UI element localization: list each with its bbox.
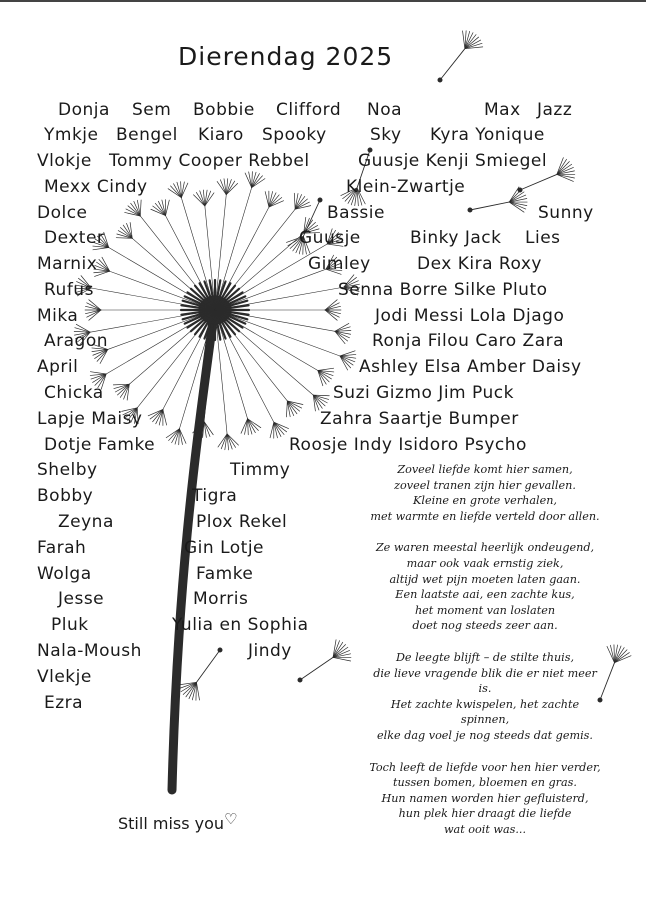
pet-name: Jazz bbox=[537, 100, 573, 120]
pet-name: Rufus bbox=[44, 280, 94, 300]
poem-line: die lieve vragende blik die er niet meer bbox=[373, 666, 597, 680]
poem-stanza bbox=[340, 540, 630, 634]
pet-name: Aragon bbox=[44, 331, 109, 351]
poem-line: Het zachte kwispelen, het zachte bbox=[390, 697, 580, 711]
pet-name: Dex Kira Roxy bbox=[417, 254, 542, 274]
dandelion-stroke bbox=[181, 183, 188, 198]
pet-name: Jesse bbox=[58, 589, 105, 609]
pet-name: Zahra Saartje Bumper bbox=[320, 409, 519, 429]
dandelion-stroke bbox=[132, 238, 215, 310]
pet-name: Dotje Famke bbox=[44, 435, 156, 455]
pet-name: Mexx Cindy bbox=[44, 177, 148, 197]
pet-name: Jindy bbox=[248, 641, 292, 661]
pet-name: Ashley Elsa Amber Daisy bbox=[359, 357, 582, 377]
poem-line: Zoveel liefde komt hier samen, bbox=[397, 463, 573, 476]
pet-name: Guusje bbox=[299, 228, 361, 248]
dandelion-stroke bbox=[215, 233, 304, 310]
pet-name: Mika bbox=[37, 306, 79, 326]
dandelion-stroke bbox=[241, 419, 248, 434]
dandelion-stroke bbox=[245, 173, 252, 188]
poem-line: hun plek hier draagt die liefde bbox=[398, 807, 572, 821]
poem-line: Hun namen worden hier gefluisterd, bbox=[381, 791, 589, 805]
dandelion-stroke bbox=[440, 49, 465, 80]
pet-name: Nala-Moush bbox=[37, 641, 142, 661]
pet-name: Senna Borre Silke Pluto bbox=[338, 280, 548, 300]
pet-name: April bbox=[37, 357, 79, 377]
dandelion-stroke bbox=[215, 207, 269, 310]
dandelion-stroke bbox=[181, 182, 184, 198]
dandelion-stroke bbox=[265, 192, 269, 208]
pet-name: Plox Rekel bbox=[196, 512, 288, 532]
pet-name: Donja bbox=[58, 100, 110, 120]
dandelion-seed bbox=[298, 678, 302, 682]
dandelion-stroke bbox=[166, 200, 170, 216]
pet-name: Sky bbox=[370, 125, 402, 145]
pet-name: Tommy Cooper Rebbel bbox=[109, 151, 310, 171]
poem-line: Een laatste aai, een zachte kus, bbox=[395, 588, 575, 602]
pet-name: Wolga bbox=[37, 564, 92, 584]
pet-name: Marnix bbox=[37, 254, 98, 274]
pet-name: Yulia en Sophia bbox=[172, 615, 309, 635]
poem-stanza bbox=[340, 650, 630, 744]
pet-name: Roosje Indy Isidoro Psycho bbox=[289, 435, 527, 455]
poem-line: het moment van loslaten bbox=[414, 603, 556, 617]
pet-name: Jodi Messi Lola Djago bbox=[375, 306, 565, 326]
dandelion-stroke bbox=[470, 202, 509, 210]
dandelion-stroke bbox=[557, 174, 574, 181]
dandelion-stroke bbox=[286, 401, 287, 417]
poem-line: wat ooit was... bbox=[443, 822, 527, 836]
poem-line: zoveel tranen zijn hier gevallen. bbox=[394, 478, 576, 492]
pet-name: Bobby bbox=[37, 486, 94, 506]
pet-name: Pluk bbox=[51, 615, 89, 635]
dandelion-stroke bbox=[318, 368, 334, 370]
dandelion-stroke bbox=[166, 216, 215, 310]
dandelion-stroke bbox=[163, 409, 167, 425]
pet-name: Lies bbox=[525, 228, 561, 248]
pet-name: Noa bbox=[367, 100, 403, 120]
dandelion-stroke bbox=[196, 682, 199, 700]
poem-line: doet nog steeds zeer aan. bbox=[412, 619, 558, 633]
memorial-poem bbox=[340, 462, 630, 853]
dandelion-stroke bbox=[196, 650, 220, 682]
pet-name: Farah bbox=[37, 538, 87, 558]
pet-name: Timmy bbox=[230, 460, 291, 480]
pet-name: Spooky bbox=[262, 125, 327, 145]
pet-name: Ronja Filou Caro Zara bbox=[372, 331, 565, 351]
pet-name: Klein-Zwartje bbox=[346, 177, 466, 197]
poem-line: Toch leeft de liefde voor hen hier verder, bbox=[369, 760, 601, 774]
pet-name: Sunny bbox=[538, 203, 594, 223]
pet-name: Vlokje bbox=[37, 151, 92, 171]
dandelion-stroke bbox=[90, 372, 106, 374]
pet-name: Max bbox=[484, 100, 521, 120]
poem-line: elke dag voel je nog steeds dat gemis. bbox=[377, 728, 593, 742]
pet-name: Famke bbox=[196, 564, 254, 584]
footer-message bbox=[118, 810, 238, 833]
dandelion-stroke bbox=[179, 429, 186, 444]
dandelion-stroke bbox=[294, 193, 295, 209]
pet-name: Shelby bbox=[37, 460, 98, 480]
pet-name: Ymkje bbox=[44, 125, 99, 145]
poem-line: met warmte en liefde verteld door allen. bbox=[370, 509, 600, 523]
dandelion-seed bbox=[318, 198, 322, 202]
pet-name: Chicka bbox=[44, 383, 104, 403]
poem-line: is. bbox=[478, 682, 492, 696]
poem-line: Ze waren meestal heerlijk ondeugend, bbox=[375, 541, 595, 555]
dandelion-stroke bbox=[215, 310, 274, 422]
pet-name: Dexter bbox=[44, 228, 105, 248]
pet-name: Ezra bbox=[44, 693, 84, 713]
dandelion-stroke bbox=[557, 174, 575, 178]
pet-name: Kyra Yonique bbox=[430, 125, 545, 145]
footer-text: Still miss you bbox=[118, 814, 225, 833]
dandelion-seed bbox=[468, 208, 472, 212]
dandelion-stroke bbox=[140, 200, 141, 216]
pet-name: Binky Jack bbox=[410, 228, 502, 248]
pet-name: Gin Lotje bbox=[184, 538, 264, 558]
pet-name: Gimley bbox=[308, 254, 371, 274]
dandelion-stroke bbox=[245, 419, 248, 435]
page-title: Dierendag 2025 bbox=[178, 42, 394, 71]
dandelion-seed bbox=[218, 648, 222, 652]
poem-line: maar ook vaak ernstig ziek, bbox=[406, 556, 564, 570]
dandelion-seed bbox=[438, 78, 442, 82]
pet-name: Bengel bbox=[116, 125, 178, 145]
heart-outline-icon: ♡ bbox=[224, 810, 238, 828]
dandelion-stroke bbox=[215, 310, 313, 395]
pet-name: Bassie bbox=[327, 203, 385, 223]
dandelion-stroke bbox=[140, 216, 215, 310]
pet-name: Morris bbox=[193, 589, 249, 609]
dandelion-stroke bbox=[520, 174, 557, 190]
pet-name: Lapje Maisy bbox=[37, 409, 143, 429]
pet-name: Guusje Kenji Smiegel bbox=[358, 151, 548, 171]
pet-name: Tigra bbox=[192, 486, 238, 506]
pet-name: Suzi Gizmo Jim Puck bbox=[333, 383, 514, 403]
poem-line: De leegte blijft – de stilte thuis, bbox=[395, 650, 575, 664]
dandelion-stroke bbox=[249, 172, 252, 188]
dandelion-stroke bbox=[463, 31, 465, 49]
pet-name: Clifford bbox=[276, 100, 342, 120]
poem-line: Kleine en grote verhalen, bbox=[413, 494, 557, 508]
pet-name: Kiaro bbox=[198, 125, 244, 145]
poem-line: altijd wet pijn moeten laten gaan. bbox=[389, 572, 581, 586]
dandelion-stroke bbox=[215, 310, 287, 401]
poem-line: spinnen, bbox=[460, 713, 510, 727]
pet-name: Vlekje bbox=[37, 667, 92, 687]
poem-stanza bbox=[340, 760, 630, 838]
pet-name: Sem bbox=[132, 100, 172, 120]
dandelion-stroke bbox=[179, 429, 182, 445]
dandelion-stroke bbox=[215, 209, 295, 310]
dandelion-stroke bbox=[300, 657, 333, 680]
pet-name: Dolce bbox=[37, 203, 88, 223]
dandelion-stroke bbox=[335, 323, 349, 331]
dandelion-stroke bbox=[270, 422, 274, 438]
dandelion-stroke bbox=[465, 37, 479, 49]
pet-name: Bobbie bbox=[193, 100, 255, 120]
poem-line: tussen bomen, bloemen en gras. bbox=[393, 776, 577, 790]
poem-stanza bbox=[340, 462, 630, 524]
pet-name: Zeyna bbox=[58, 512, 114, 532]
